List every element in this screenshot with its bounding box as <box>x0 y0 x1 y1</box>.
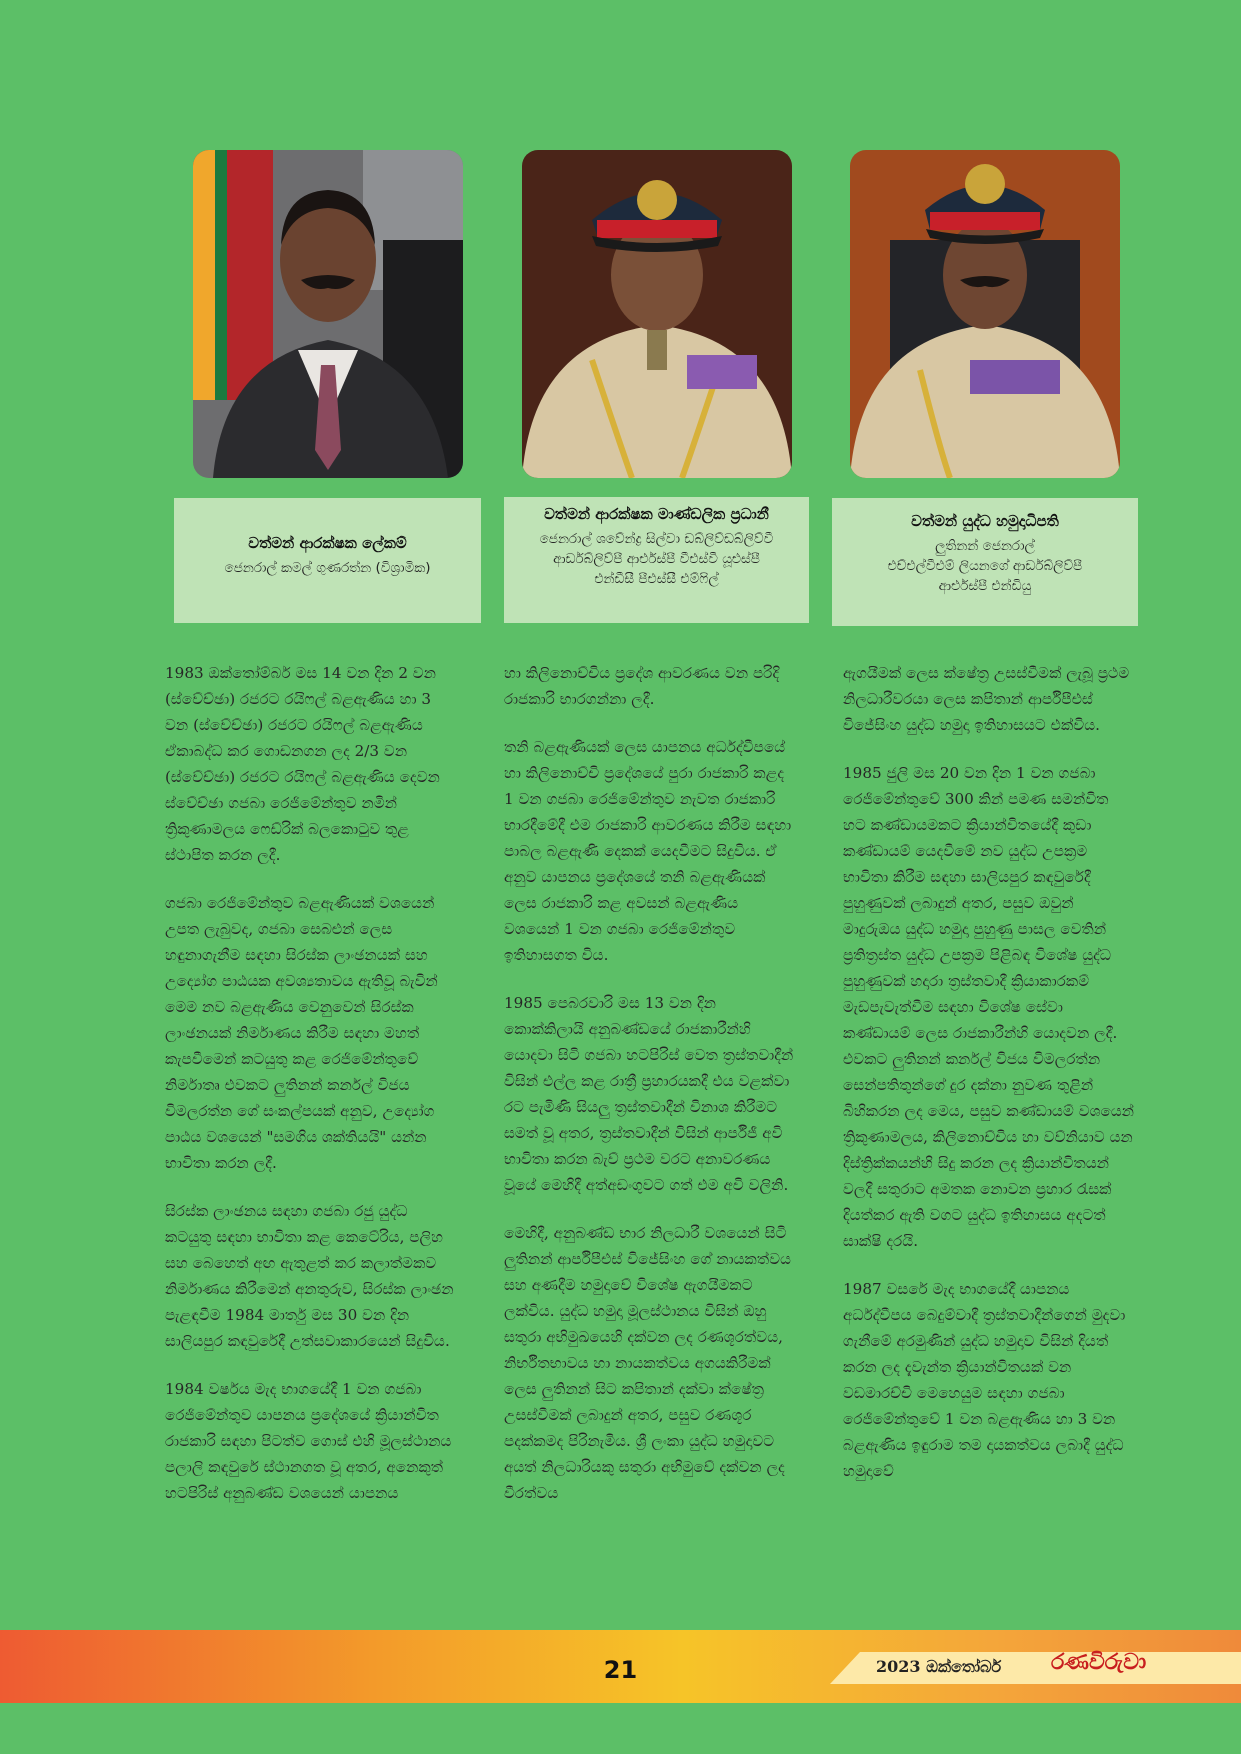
magazine-logo: රණවිරුවා <box>1051 1650 1147 1675</box>
photo-chief-of-defence-staff <box>522 150 792 478</box>
photo-army-commander <box>850 150 1120 478</box>
paragraph: සිරස්ක ලාංඡනය සඳහා ගජබා රජු යුද්ධ කටයුතු සඳහා භාවිතා කළ කෙටේරිය, පලිහ සහ බෙහෙත් අඟ ඇතුළත් කර කලාත්මකව නිර්මාණය කිරීමෙන් අනතුරුව, සිරස්ක ලාංඡන පැළඳවීම 1984 මාර්තු මස 30 වන දින සාලියපුර කඳවුරේදී උත්සවාකාරයෙන් සිදුවිය. <box>165 1202 454 1350</box>
article-column-3 <box>843 660 1135 1506</box>
caption-chief-of-defence-staff <box>504 497 809 623</box>
caption-title: වත්මන් යුද්ධ හමුදාධිපති <box>911 512 1059 530</box>
caption-army-commander <box>832 498 1138 626</box>
paragraph: 1983 ඔක්තෝම්බර් මස 14 වන දින 2 වන (ස්වේච්ඡා) රජරට රයිෆල් බළඇණිය හා 3 වන (ස්වේච්ඡා) රජරට රයිෆල් බළඇණිය ඒකාබද්ධ කර ගොඩනගන ලද 2/3 වන (ස්වේච්ඡා) රජරට රයිෆල් බළඇණිය දෙවන ස්වේච්ඡා ගජබා රෙජිමේන්තුව නමින් ත්‍රිකුණාමලය ෆෙඩ්රික් බලකොටුව තුළ ස්ථාපිත කරන ලදී. <box>165 664 440 864</box>
paragraph: 1985 ජුලි මස 20 වන දින 1 වන ගජබා රෙජිමේන්තුවේ 300 කින් පමණ සමන්විත හට කණ්ඩායමකට ක්‍රියාන්විතයේදී කුඩා කණ්ඩායම් යෙදවීමේ නව යුද්ධ උපක්‍රම භාවිතා කිරීම සඳහා සාලියපුර කඳවුරේදී පුහුණුවක් ලබාදුන් අතර, පසුව ඔවුන් මාදුරුඔය යුද්ධ හමුදා පුහුණු පාසල වෙතින් ප්‍රතිත්‍රස්ත යුද්ධ උපක්‍රම පිළිබඳ විශේෂ යුද්ධ පුහුණුවක් හදාරා ත්‍රස්තවාදී ක්‍රියාකාරකම් මැඩපැවැත්වීම සඳහා විශේෂ සේවා කණ්ඩායම් ලෙස රාජකාරීන්හි යොදවන ලදී. එවකට ලුතිනන් කර්නල් විජය විමලරත්න සෙන්පතිතුන්ගේ දුර දක්නා නුවණ තුළින් බිහිකරන ලද මෙය, පසුව කණ්ඩායම් වශයෙන් ත්‍රිකුණාමලය, කිලිනොච්චිය හා වව්නියාව යන දිස්ත්‍රික්කයන්හි සිදු කරන ලද ක්‍රියාන්විතයන් වලදී සතුරාට අමතක නොවන ප්‍රහාර රැසක් දියත්කර ඇති වගට යුද්ධ ඉතිහාසය අදටත් සාක්ෂි දරයි. <box>843 764 1135 1250</box>
paragraph: හා කිලිනොච්චිය ප්‍රදේශ ආවරණය වන පරිදි රාජකාරි භාරගන්නා ලදී. <box>504 664 780 708</box>
page-number: 21 <box>603 1656 638 1684</box>
paragraph: ගජබා රෙජිමේන්තුව බළඇණියක් වශයෙන් උපත ලැබුවද, ගජබා සෙබළුන් ලෙස හඳුනාගැනීම සඳහා සිරස්ක ලාංඡනයක් සහ උද්‍යෝග පාඨයක අවශ්‍යතාවය ඇතිවූ බැවින් මෙම නව බළඇණිය වෙනුවෙන් සිරස්ක ලාංඡනයක් නිර්මාණය කිරීම සඳහා මහත් කැපවීමෙන් කටයුතු කළ රෙජිමේන්තුවේ නිර්මාතෘ එවකට ලුතිනන් කර්නල් විජය විමලරත්න ගේ සංකල්පයක් අනුව, උද්‍යෝග පාඨය වශයෙන් "සමගිය ශක්තියයි" යන්න භාවිතා කරන ලදී. <box>165 894 438 1172</box>
paragraph: 1984 වර්ෂය මැද භාගයේදී 1 වන ගජබා රෙජිමේන්තුව යාපනය ප්‍රදේශයේ ක්‍රියාන්විත රාජකාරි සඳහා පිටත්ව ගොස් එහි මූලස්ථානය පලාලි කඳවුරේ ස්ථානගත වූ අතර, අනෙකුත් හටපිරිස් අනුබණ්ඩ වශයෙන් යාපනය <box>165 1380 452 1502</box>
caption-title: වත්මන් ආරක්ෂක මාණ්ඩලික ප්‍රධානී <box>544 505 769 523</box>
caption-name: ජෙනරාල් කමල් ගුණරත්න (විශ්‍රාමික) <box>224 560 431 576</box>
paragraph: 1985 පෙබරවාරි මස 13 වන දින කොක්කිලායි අනුබණ්ඩයේ රාජකාරීන්හි යොදවා සිටි ගජබා හටපිරිස් වෙත ත්‍රස්තවාදීන් විසින් එල්ල කළ රාත්‍රී ප්‍රහාරයකදී එය වළක්වා රට පැමිණි සියලු ත්‍රස්තවාදීන් විනාශ කිරීමට සමත් වූ අතර, ත්‍රස්තවාදීන් විසින් ආර්පීජී අවි භාවිතා කරන බැව් ප්‍රථම වරට අනාවරණය වූයේ මෙහිදී අත්අඩංගුවට ගත් එම අවි වලිනි. <box>504 994 794 1194</box>
caption-name-line-2: ආර්ඩබ්ලිව්පී ආර්එස්පී වීඑස්වී යූඑස්පී <box>553 551 760 567</box>
caption-name-line-3: ආර්එස්පී එන්ඩියු <box>938 578 1032 594</box>
issue-date: 2023 ඔක්තෝබර් <box>876 1657 1002 1676</box>
caption-defence-secretary <box>174 498 481 623</box>
caption-name-line-1: ජෙනරාල් ශවේන්ද්‍ර සිල්වා ඩබ්ලිව්ඩබ්ලිව්වී <box>539 531 774 547</box>
caption-title: වත්මන් ආරක්ෂක ලේකම් <box>248 534 407 552</box>
article-column-1 <box>165 660 457 1528</box>
caption-name-line-3: එන්ඩීසී පීඑස්සී එම්ෆිල් <box>594 571 719 587</box>
paragraph: තනි බළඇණියක් ලෙස යාපනය අර්ධද්වීපයේ හා කිලිනොච්චි ප්‍රදේශයේ පුරා රාජකාරි කළද 1 වන ගජබා රෙජිමේන්තුව නැවත රාජකාරි භාරදීමේදී එම රාජකාරි ආවරණය කිරීම සඳහා පාබල බළඇණි දෙකක් යෙදවීමට සිදුවිය. ඒ අනුව යාපනය ප්‍රදේශයේ තනි බළඇණියක් ලෙස රාජකාරි කළ අවසන් බළඇණිය වශයෙන් 1 වන ගජබා රෙජිමේන්තුව ඉතිහාසගත විය. <box>504 738 792 964</box>
paragraph: ඇගයීමක් ලෙස ක්ෂේත්‍ර උසස්වීමක් ලැබූ ප්‍රථම නිලධාරීවරයා ලෙස කපිතාන් ආර්පීපීඑස් විජේසිංහ යුද්ධ හමුදා ඉතිහාසයට එක්විය. <box>843 664 1130 734</box>
caption-name-line-1: ලුතිනන් ජෙනරාල් <box>935 538 1035 554</box>
photo-defence-secretary <box>193 150 463 478</box>
article-column-2 <box>504 660 796 1528</box>
caption-name-line-2: එච්එල්වීඑම් ලියනගේ ආර්ඩබ්ලිව්පී <box>887 558 1083 574</box>
paragraph: මෙහිදී, අනුබණ්ඩ භාර නිලධාරී වශයෙන් සිටි ලුතිනන් ආර්පීපීඑස් විජේසිංහ ගේ නායකත්වය සහ අණදීම හමුදාවේ විශේෂ ඇගයීමකට ලක්විය. යුද්ධ හමුදා මූලස්ථානය විසින් ඔහු සතුරා අභිමුඛයෙහි දක්වන ලද රණශූරත්වය, නිර්භීතභාවය හා නායකත්වය අගයකිරීමක් ලෙස ලුතිනන් සිට කපිතාන් දක්වා ක්ෂේත්‍ර උසස්වීමක් ලබාදුන් අතර, පසුව රණශූර පදක්කමද පිරිනැමිය. ශ්‍රී ලංකා යුද්ධ හමුදාවට අයත් නිලධාරියකු සතුරා අභිමුවේ දක්වන ලද වීරත්වය <box>504 1224 792 1502</box>
paragraph: 1987 වසරේ මැද භාගයේදී යාපනය අර්ධද්වීපය බෙදුම්වාදී ත්‍රස්තවාදීන්ගෙන් මුදවා ගැනීමේ අරමුණින් යුද්ධ හමුදාව විසින් දියත් කරන ලද දැවැන්ත ක්‍රියාන්විතයක් වන වඩමාරච්චි මෙහෙයුම සඳහා ගජබා රෙජිමේන්තුවේ 1 වන බළඇණිය හා 3 වන බළඇණිය ඉඳුරාම තම දායකත්වය ලබාදී යුද්ධ හමුදාවේ <box>843 1280 1126 1480</box>
